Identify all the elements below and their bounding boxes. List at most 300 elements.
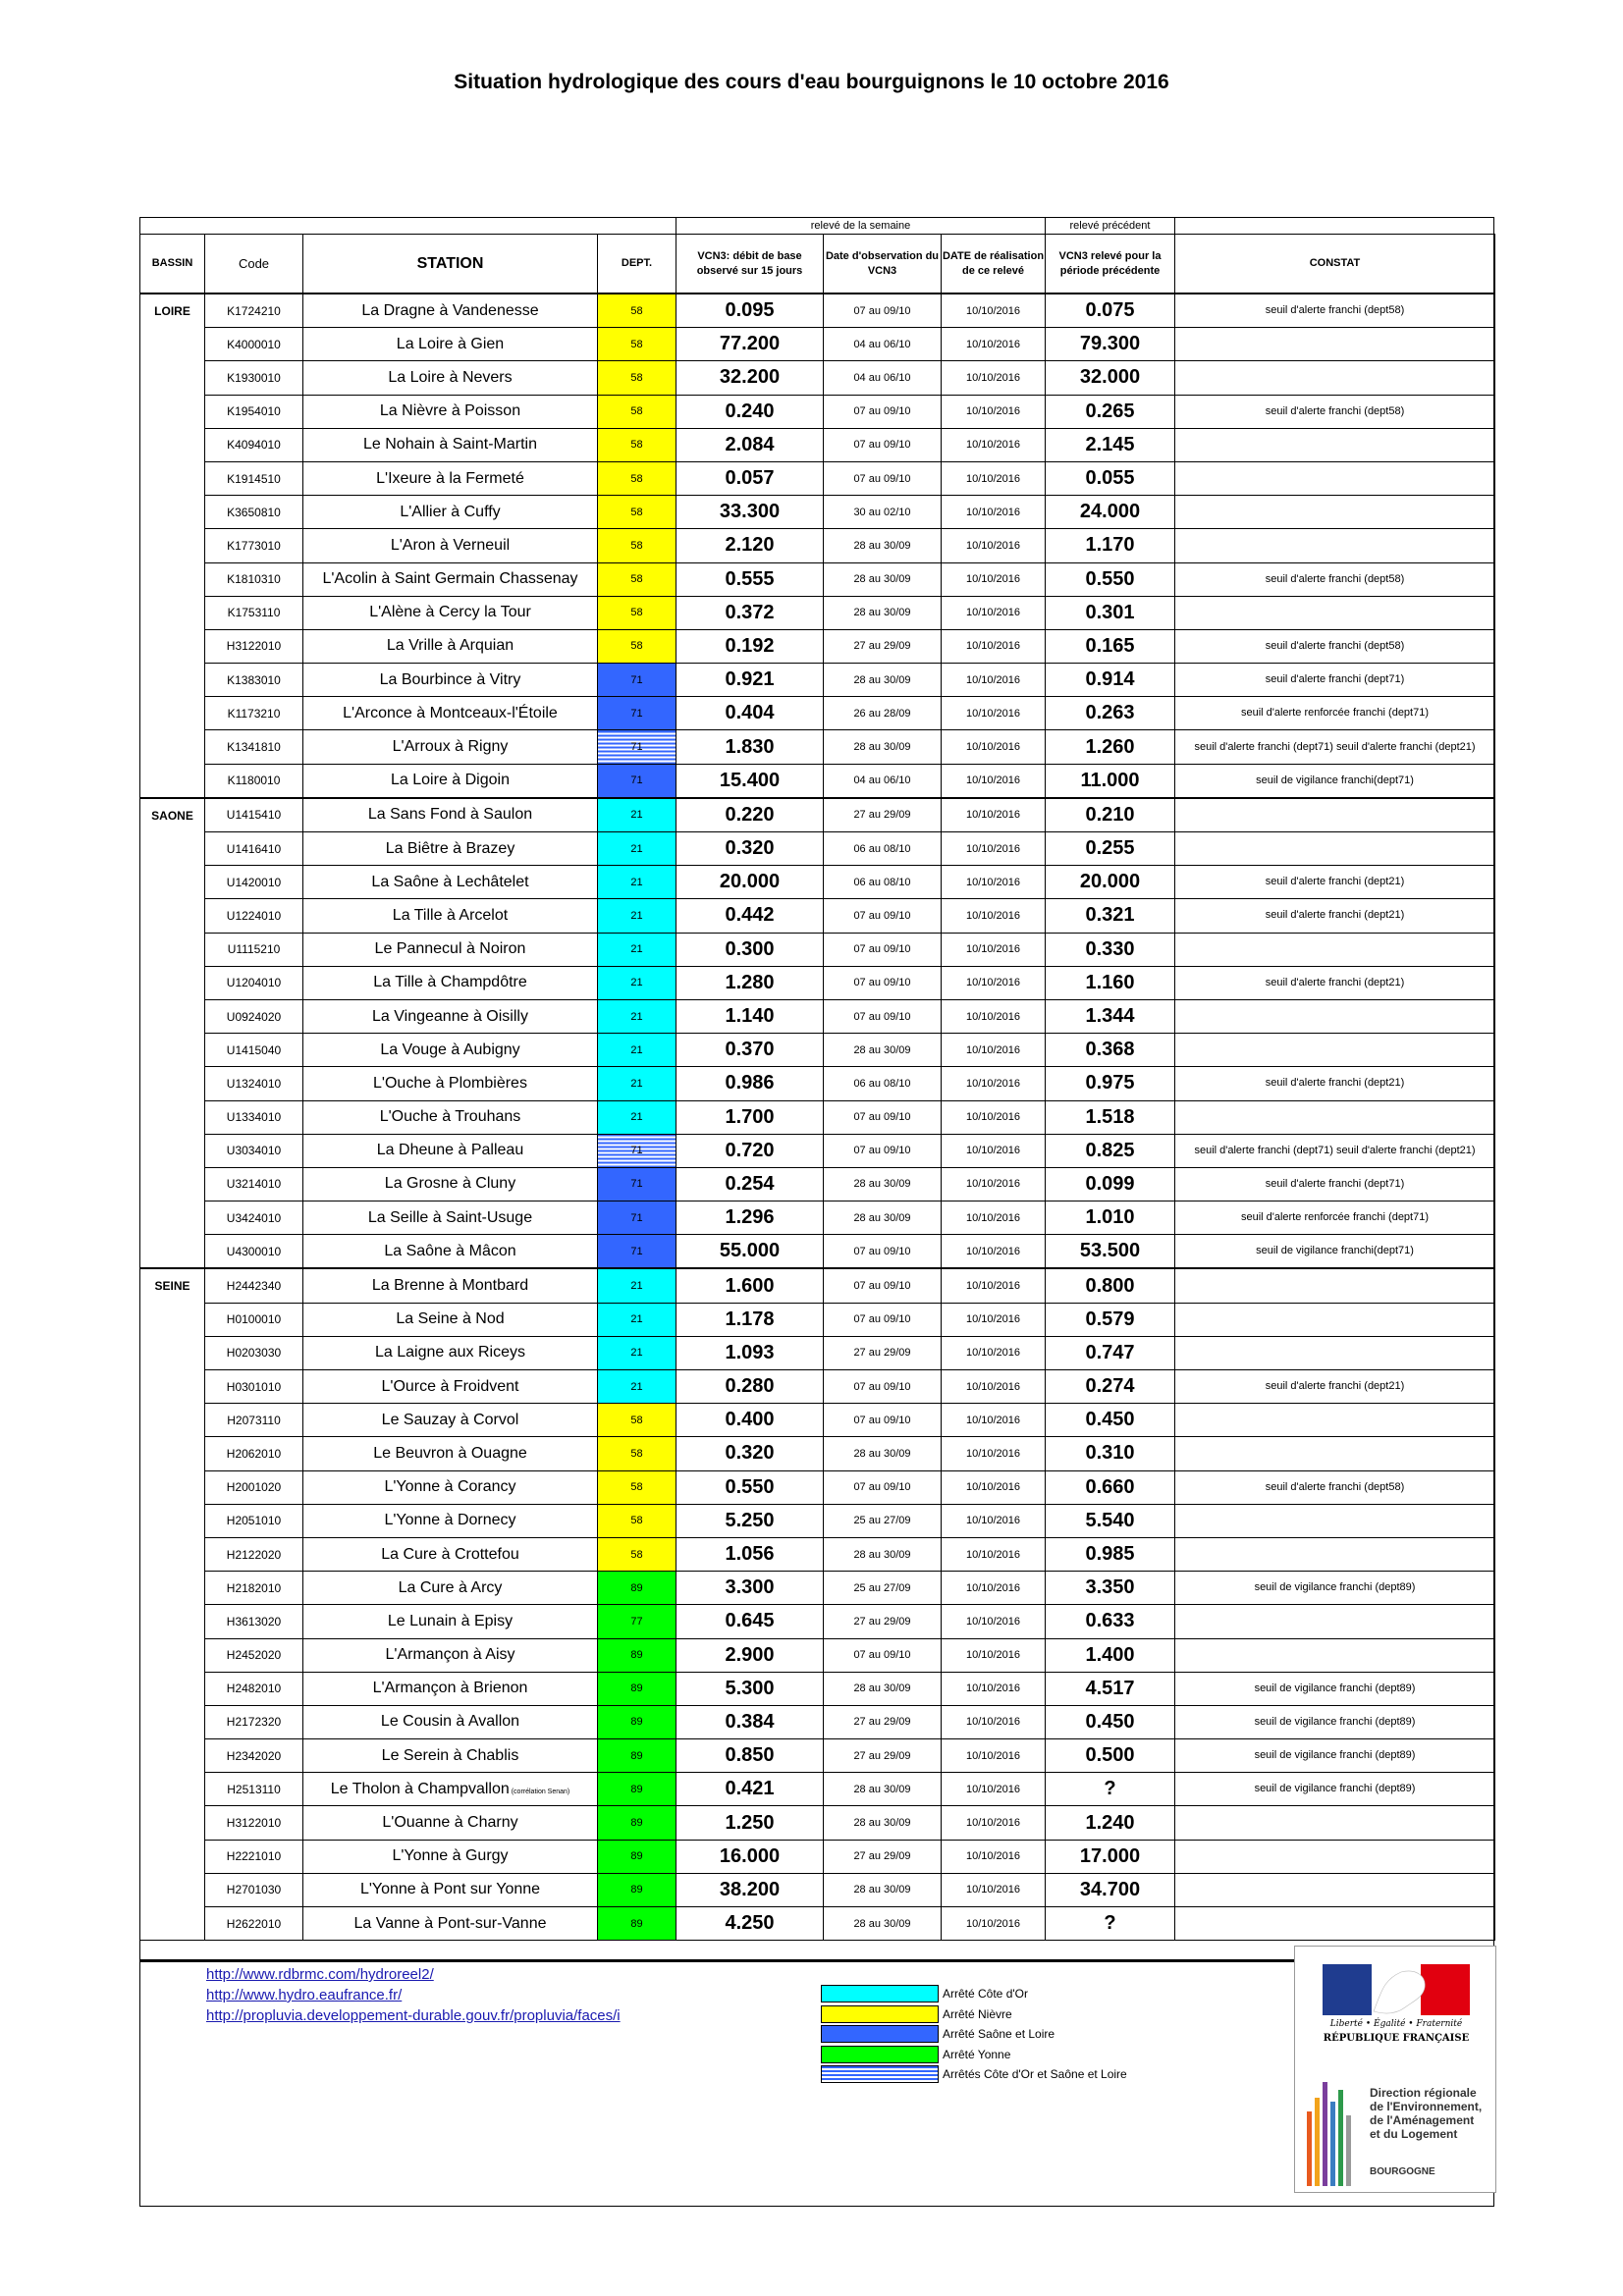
station-cell: La Vingeanne à Oisilly — [303, 999, 598, 1033]
constat-cell: seuil de vigilance franchi (dept89) — [1175, 1773, 1495, 1806]
station-cell: La Seille à Saint-Usuge — [303, 1201, 598, 1235]
vcn3-prev-cell: 0.450 — [1046, 1404, 1175, 1437]
bassin-cell — [140, 730, 205, 764]
code-cell: K4000010 — [205, 328, 303, 361]
date-real-cell: 10/10/2016 — [942, 866, 1046, 899]
table-row — [140, 899, 1495, 933]
code-cell: K1810310 — [205, 562, 303, 596]
vcn3-cell: 0.220 — [676, 798, 824, 832]
vcn3-cell: 3.300 — [676, 1572, 824, 1605]
vcn3-cell: 1.178 — [676, 1303, 824, 1336]
bassin-cell — [140, 1638, 205, 1672]
station-cell: L'Alène à Cercy la Tour — [303, 596, 598, 629]
table-row — [140, 428, 1495, 461]
date-real-cell: 10/10/2016 — [942, 1336, 1046, 1369]
dept-cell: 58 — [598, 1404, 676, 1437]
date-obs-cell: 28 au 30/09 — [824, 1806, 942, 1840]
vcn3-prev-cell: 0.310 — [1046, 1437, 1175, 1470]
table-row — [140, 1605, 1495, 1638]
vcn3-cell: 77.200 — [676, 328, 824, 361]
bassin-cell — [140, 832, 205, 866]
bassin-cell — [140, 1806, 205, 1840]
code-cell: H0301010 — [205, 1370, 303, 1404]
date-real-cell: 10/10/2016 — [942, 966, 1046, 999]
date-obs-cell: 27 au 29/09 — [824, 1840, 942, 1873]
vcn3-prev-cell: 0.075 — [1046, 294, 1175, 328]
constat-cell — [1175, 832, 1495, 866]
dept-cell: 71 — [598, 1235, 676, 1269]
constat-cell — [1175, 1303, 1495, 1336]
vcn3-prev-cell: 79.300 — [1046, 328, 1175, 361]
station-cell: L'Yonne à Corancy — [303, 1470, 598, 1504]
code-cell: H2172320 — [205, 1705, 303, 1738]
date-obs-cell: 07 au 09/10 — [824, 1100, 942, 1134]
link-hydro-eaufrance[interactable]: http://www.hydro.eaufrance.fr/ — [206, 1987, 403, 2003]
table-row — [140, 664, 1495, 697]
dept-cell: 21 — [598, 899, 676, 933]
vcn3-prev-cell: 2.145 — [1046, 428, 1175, 461]
date-obs-cell: 28 au 30/09 — [824, 1201, 942, 1235]
table-row — [140, 596, 1495, 629]
vcn3-cell: 0.240 — [676, 395, 824, 428]
code-cell: H3122010 — [205, 1806, 303, 1840]
bassin-cell — [140, 1907, 205, 1941]
vcn3-cell: 33.300 — [676, 496, 824, 529]
dept-cell: 89 — [598, 1705, 676, 1738]
header-vcn3: VCN3: débit de base observé sur 15 jours — [676, 235, 824, 294]
constat-cell: seuil d'alerte franchi (dept58) — [1175, 395, 1495, 428]
legend-swatch — [821, 2025, 939, 2043]
table-row — [140, 1672, 1495, 1705]
dept-cell: 21 — [598, 1268, 676, 1303]
station-cell: La Saône à Mâcon — [303, 1235, 598, 1269]
date-obs-cell: 28 au 30/09 — [824, 1537, 942, 1571]
legend-label: Arrêtés Côte d'Or et Saône et Loire — [943, 2067, 1127, 2082]
vcn3-cell: 5.250 — [676, 1504, 824, 1537]
vcn3-cell: 0.645 — [676, 1605, 824, 1638]
legend-label: Arrêté Saône et Loire — [943, 2027, 1055, 2042]
date-obs-cell: 28 au 30/09 — [824, 664, 942, 697]
station-cell: L'Armançon à Aisy — [303, 1638, 598, 1672]
region-label: BOURGOGNE — [1370, 2166, 1435, 2177]
code-cell: K1383010 — [205, 664, 303, 697]
station-cell: La Seine à Nod — [303, 1303, 598, 1336]
date-obs-cell: 07 au 09/10 — [824, 461, 942, 495]
constat-cell — [1175, 1638, 1495, 1672]
vcn3-cell: 0.921 — [676, 664, 824, 697]
code-cell: K1954010 — [205, 395, 303, 428]
date-obs-cell: 28 au 30/09 — [824, 1437, 942, 1470]
date-real-cell: 10/10/2016 — [942, 496, 1046, 529]
date-real-cell: 10/10/2016 — [942, 1537, 1046, 1571]
constat-cell — [1175, 999, 1495, 1033]
table-row — [140, 798, 1495, 832]
code-cell: U1324010 — [205, 1067, 303, 1100]
date-real-cell: 10/10/2016 — [942, 1437, 1046, 1470]
code-cell: K1341810 — [205, 730, 303, 764]
vcn3-cell: 1.056 — [676, 1537, 824, 1571]
date-real-cell: 10/10/2016 — [942, 1773, 1046, 1806]
constat-cell — [1175, 1840, 1495, 1873]
date-obs-cell: 07 au 09/10 — [824, 999, 942, 1033]
constat-cell: seuil de vigilance franchi (dept89) — [1175, 1572, 1495, 1605]
station-cell: La Nièvre à Poisson — [303, 395, 598, 428]
date-obs-cell: 27 au 29/09 — [824, 629, 942, 663]
constat-cell — [1175, 1336, 1495, 1369]
station-cell: L'Yonne à Dornecy — [303, 1504, 598, 1537]
code-cell: K1773010 — [205, 529, 303, 562]
vcn3-prev-cell: 0.633 — [1046, 1605, 1175, 1638]
date-real-cell: 10/10/2016 — [942, 1370, 1046, 1404]
code-cell: H2221010 — [205, 1840, 303, 1873]
vcn3-prev-cell: ? — [1046, 1907, 1175, 1941]
constat-cell — [1175, 1806, 1495, 1840]
vcn3-cell: 1.296 — [676, 1201, 824, 1235]
dept-cell: 71 — [598, 697, 676, 730]
vcn3-cell: 1.700 — [676, 1100, 824, 1134]
date-real-cell: 10/10/2016 — [942, 664, 1046, 697]
date-real-cell: 10/10/2016 — [942, 832, 1046, 866]
table-row — [140, 697, 1495, 730]
vcn3-prev-cell: 1.240 — [1046, 1806, 1175, 1840]
station-cell: La Biêtre à Brazey — [303, 832, 598, 866]
vcn3-prev-cell: 1.170 — [1046, 529, 1175, 562]
table-row — [140, 361, 1495, 395]
code-cell: U1204010 — [205, 966, 303, 999]
constat-cell: seuil d'alerte franchi (dept21) — [1175, 866, 1495, 899]
date-real-cell: 10/10/2016 — [942, 361, 1046, 395]
dept-cell: 89 — [598, 1840, 676, 1873]
vcn3-cell: 32.200 — [676, 361, 824, 395]
constat-cell: seuil d'alerte franchi (dept21) — [1175, 899, 1495, 933]
prev-label: relevé précédent — [1046, 218, 1175, 235]
bassin-cell — [140, 764, 205, 798]
dept-cell: 89 — [598, 1672, 676, 1705]
code-cell: K1930010 — [205, 361, 303, 395]
vcn3-cell: 1.250 — [676, 1806, 824, 1840]
dept-cell: 58 — [598, 461, 676, 495]
station-cell: La Dragne à Vandenesse — [303, 294, 598, 328]
date-real-cell: 10/10/2016 — [942, 764, 1046, 798]
vcn3-prev-cell: 0.210 — [1046, 798, 1175, 832]
date-real-cell: 10/10/2016 — [942, 1840, 1046, 1873]
constat-cell — [1175, 1504, 1495, 1537]
table-row — [140, 1806, 1495, 1840]
constat-cell — [1175, 1034, 1495, 1067]
date-real-cell: 10/10/2016 — [942, 1235, 1046, 1269]
table-row — [140, 1437, 1495, 1470]
constat-cell — [1175, 798, 1495, 832]
code-cell: K1724210 — [205, 294, 303, 328]
station-cell: La Loire à Nevers — [303, 361, 598, 395]
vcn3-cell: 0.384 — [676, 1705, 824, 1738]
station-cell: Le Tholon à Champvallon (corrélation Senan) — [303, 1773, 598, 1806]
table-row — [140, 1470, 1495, 1504]
dept-cell: 89 — [598, 1907, 676, 1941]
constat-cell — [1175, 1537, 1495, 1571]
vcn3-prev-cell: ? — [1046, 1773, 1175, 1806]
date-real-cell: 10/10/2016 — [942, 1201, 1046, 1235]
dept-cell: 21 — [598, 1370, 676, 1404]
code-cell: U1334010 — [205, 1100, 303, 1134]
date-obs-cell: 28 au 30/09 — [824, 529, 942, 562]
table-row — [140, 1907, 1495, 1941]
date-obs-cell: 27 au 29/09 — [824, 1739, 942, 1773]
link-propluvia[interactable]: http://propluvia.developpement-durable.gouv.fr/propluvia/faces/i — [206, 2007, 621, 2024]
constat-cell: seuil d'alerte franchi (dept71) seuil d'alerte franchi (dept21) — [1175, 1134, 1495, 1167]
vcn3-prev-cell: 0.975 — [1046, 1067, 1175, 1100]
bassin-cell — [140, 496, 205, 529]
constat-cell — [1175, 1404, 1495, 1437]
table-row — [140, 496, 1495, 529]
constat-cell: seuil d'alerte franchi (dept58) — [1175, 294, 1495, 328]
table-row — [140, 1034, 1495, 1067]
bassin-cell — [140, 1134, 205, 1167]
dept-cell: 89 — [598, 1739, 676, 1773]
vcn3-cell: 0.370 — [676, 1034, 824, 1067]
constat-cell: seuil de vigilance franchi (dept89) — [1175, 1672, 1495, 1705]
dept-cell: 58 — [598, 1504, 676, 1537]
dept-cell: 21 — [598, 1034, 676, 1067]
dept-cell: 21 — [598, 1336, 676, 1369]
code-cell: K1753110 — [205, 596, 303, 629]
code-cell: U1420010 — [205, 866, 303, 899]
station-cell: L'Allier à Cuffy — [303, 496, 598, 529]
date-obs-cell: 07 au 09/10 — [824, 1638, 942, 1672]
date-obs-cell: 28 au 30/09 — [824, 1167, 942, 1201]
table-row — [140, 1504, 1495, 1537]
bassin-cell — [140, 1705, 205, 1738]
vcn3-cell: 0.192 — [676, 629, 824, 663]
date-real-cell: 10/10/2016 — [942, 1034, 1046, 1067]
header-row — [140, 235, 1495, 294]
dept-cell: 71 — [598, 1167, 676, 1201]
table-row — [140, 1638, 1495, 1672]
constat-cell — [1175, 1100, 1495, 1134]
constat-cell — [1175, 933, 1495, 966]
legend-label: Arrêté Yonne — [943, 2047, 1011, 2061]
code-cell: U3214010 — [205, 1167, 303, 1201]
bassin-cell: LOIRE — [140, 294, 205, 328]
bassin-cell: SAONE — [140, 798, 205, 832]
station-cell: L'Ource à Froidvent — [303, 1370, 598, 1404]
table-row — [140, 529, 1495, 562]
date-obs-cell: 27 au 29/09 — [824, 1605, 942, 1638]
vcn3-cell: 0.442 — [676, 899, 824, 933]
station-cell: La Saône à Lechâtelet — [303, 866, 598, 899]
vcn3-cell: 0.057 — [676, 461, 824, 495]
date-obs-cell: 28 au 30/09 — [824, 562, 942, 596]
date-real-cell: 10/10/2016 — [942, 1806, 1046, 1840]
dept-cell: 21 — [598, 1100, 676, 1134]
station-cell: L'Arconce à Montceaux-l'Étoile — [303, 697, 598, 730]
table-row — [140, 1840, 1495, 1873]
station-cell: La Vouge à Aubigny — [303, 1034, 598, 1067]
bassin-cell — [140, 1739, 205, 1773]
code-cell: U1224010 — [205, 899, 303, 933]
marianne-logo — [1323, 1962, 1470, 2017]
date-obs-cell: 25 au 27/09 — [824, 1572, 942, 1605]
date-obs-cell: 06 au 08/10 — [824, 832, 942, 866]
station-cell: L'Aron à Verneuil — [303, 529, 598, 562]
date-obs-cell: 07 au 09/10 — [824, 294, 942, 328]
dept-cell: 21 — [598, 866, 676, 899]
station-cell: La Cure à Crottefou — [303, 1537, 598, 1571]
vcn3-prev-cell: 0.450 — [1046, 1705, 1175, 1738]
legend-item — [821, 1984, 1127, 2004]
code-cell: H2452020 — [205, 1638, 303, 1672]
dreal-bars-logo — [1301, 2072, 1364, 2188]
header-vcn3-prev: VCN3 relevé pour la période précédente — [1046, 235, 1175, 294]
vcn3-prev-cell: 11.000 — [1046, 764, 1175, 798]
station-cell: La Cure à Arcy — [303, 1572, 598, 1605]
bassin-cell — [140, 1537, 205, 1571]
vcn3-cell: 20.000 — [676, 866, 824, 899]
date-real-cell: 10/10/2016 — [942, 1907, 1046, 1941]
vcn3-cell: 0.550 — [676, 1470, 824, 1504]
date-obs-cell: 30 au 02/10 — [824, 496, 942, 529]
constat-cell — [1175, 428, 1495, 461]
station-cell: L'Ixeure à la Fermeté — [303, 461, 598, 495]
code-cell: K3650810 — [205, 496, 303, 529]
vcn3-cell: 1.600 — [676, 1268, 824, 1303]
date-real-cell: 10/10/2016 — [942, 1470, 1046, 1504]
date-obs-cell: 07 au 09/10 — [824, 1370, 942, 1404]
date-real-cell: 10/10/2016 — [942, 1572, 1046, 1605]
vcn3-prev-cell: 1.344 — [1046, 999, 1175, 1033]
bassin-cell — [140, 1470, 205, 1504]
hydro-table — [139, 217, 1495, 1941]
date-obs-cell: 07 au 09/10 — [824, 966, 942, 999]
date-real-cell: 10/10/2016 — [942, 1873, 1046, 1906]
constat-cell — [1175, 361, 1495, 395]
code-cell: K4094010 — [205, 428, 303, 461]
dept-cell: 58 — [598, 294, 676, 328]
vcn3-cell: 1.140 — [676, 999, 824, 1033]
bassin-cell — [140, 899, 205, 933]
date-obs-cell: 07 au 09/10 — [824, 1404, 942, 1437]
date-obs-cell: 28 au 30/09 — [824, 1672, 942, 1705]
vcn3-prev-cell: 0.550 — [1046, 562, 1175, 596]
table-row — [140, 1873, 1495, 1906]
station-cell: La Grosne à Cluny — [303, 1167, 598, 1201]
table-row — [140, 1572, 1495, 1605]
dreal-label: Direction régionale de l'Environnement, de l'Aménagement et du Logement — [1370, 2086, 1483, 2141]
link-rdbrmc[interactable]: http://www.rdbrmc.com/hydroreel2/ — [206, 1966, 434, 1983]
links-list — [206, 1964, 677, 2026]
code-cell: H2701030 — [205, 1873, 303, 1906]
station-cell: La Vanne à Pont-sur-Vanne — [303, 1907, 598, 1941]
constat-cell: seuil d'alerte franchi (dept21) — [1175, 1067, 1495, 1100]
code-cell: H2482010 — [205, 1672, 303, 1705]
constat-cell — [1175, 529, 1495, 562]
dept-cell: 71 — [598, 730, 676, 764]
dept-cell: 58 — [598, 496, 676, 529]
dept-cell: 58 — [598, 629, 676, 663]
header-date-real: DATE de réalisation de ce relevé — [942, 235, 1046, 294]
date-obs-cell: 07 au 09/10 — [824, 1268, 942, 1303]
bassin-cell — [140, 1504, 205, 1537]
station-cell: La Laigne aux Riceys — [303, 1336, 598, 1369]
vcn3-cell: 0.986 — [676, 1067, 824, 1100]
bassin-cell — [140, 629, 205, 663]
date-obs-cell: 04 au 06/10 — [824, 764, 942, 798]
vcn3-prev-cell: 0.165 — [1046, 629, 1175, 663]
vcn3-prev-cell: 1.400 — [1046, 1638, 1175, 1672]
bassin-cell — [140, 1605, 205, 1638]
date-obs-cell: 28 au 30/09 — [824, 596, 942, 629]
vcn3-cell: 4.250 — [676, 1907, 824, 1941]
vcn3-prev-cell: 0.255 — [1046, 832, 1175, 866]
vcn3-prev-cell: 3.350 — [1046, 1572, 1175, 1605]
vcn3-cell: 0.720 — [676, 1134, 824, 1167]
station-cell: Le Pannecul à Noiron — [303, 933, 598, 966]
bassin-cell — [140, 428, 205, 461]
bassin-cell — [140, 1100, 205, 1134]
date-obs-cell: 06 au 08/10 — [824, 1067, 942, 1100]
vcn3-cell: 0.372 — [676, 596, 824, 629]
station-cell: La Dheune à Palleau — [303, 1134, 598, 1167]
date-real-cell: 10/10/2016 — [942, 428, 1046, 461]
dept-cell: 21 — [598, 933, 676, 966]
station-cell: L'Armançon à Brienon — [303, 1672, 598, 1705]
bassin-cell — [140, 1572, 205, 1605]
bassin-cell — [140, 596, 205, 629]
date-real-cell: 10/10/2016 — [942, 1134, 1046, 1167]
dept-cell: 21 — [598, 1067, 676, 1100]
motto: Liberté • Égalité • Fraternité — [1329, 2019, 1463, 2029]
constat-cell — [1175, 461, 1495, 495]
dept-cell: 77 — [598, 1605, 676, 1638]
vcn3-cell: 38.200 — [676, 1873, 824, 1906]
code-cell: H2001020 — [205, 1470, 303, 1504]
vcn3-cell: 0.400 — [676, 1404, 824, 1437]
bassin-cell — [140, 1336, 205, 1369]
dept-cell: 71 — [598, 1134, 676, 1167]
dept-cell: 58 — [598, 1470, 676, 1504]
legend-swatch — [821, 1985, 939, 2002]
vcn3-cell: 0.320 — [676, 832, 824, 866]
bassin-cell — [140, 1437, 205, 1470]
station-cell: La Brenne à Montbard — [303, 1268, 598, 1303]
code-cell: H2182010 — [205, 1572, 303, 1605]
code-cell: H2442340 — [205, 1268, 303, 1303]
table-row — [140, 730, 1495, 764]
station-cell: La Vrille à Arquian — [303, 629, 598, 663]
date-real-cell: 10/10/2016 — [942, 294, 1046, 328]
vcn3-cell: 0.300 — [676, 933, 824, 966]
vcn3-prev-cell: 0.099 — [1046, 1167, 1175, 1201]
date-obs-cell: 27 au 29/09 — [824, 798, 942, 832]
bassin-cell — [140, 933, 205, 966]
station-cell: La Bourbince à Vitry — [303, 664, 598, 697]
dept-cell: 58 — [598, 562, 676, 596]
table-row — [140, 294, 1495, 328]
station-cell: Le Beuvron à Ouagne — [303, 1437, 598, 1470]
vcn3-cell: 0.555 — [676, 562, 824, 596]
date-real-cell: 10/10/2016 — [942, 1504, 1046, 1537]
table-row — [140, 1268, 1495, 1303]
vcn3-prev-cell: 1.160 — [1046, 966, 1175, 999]
bassin-cell — [140, 1404, 205, 1437]
vcn3-cell: 0.421 — [676, 1773, 824, 1806]
date-obs-cell: 04 au 06/10 — [824, 361, 942, 395]
vcn3-cell: 1.830 — [676, 730, 824, 764]
bassin-cell — [140, 1873, 205, 1906]
dept-cell: 89 — [598, 1572, 676, 1605]
header-date-obs: Date d'observation du VCN3 — [824, 235, 942, 294]
vcn3-prev-cell: 0.579 — [1046, 1303, 1175, 1336]
